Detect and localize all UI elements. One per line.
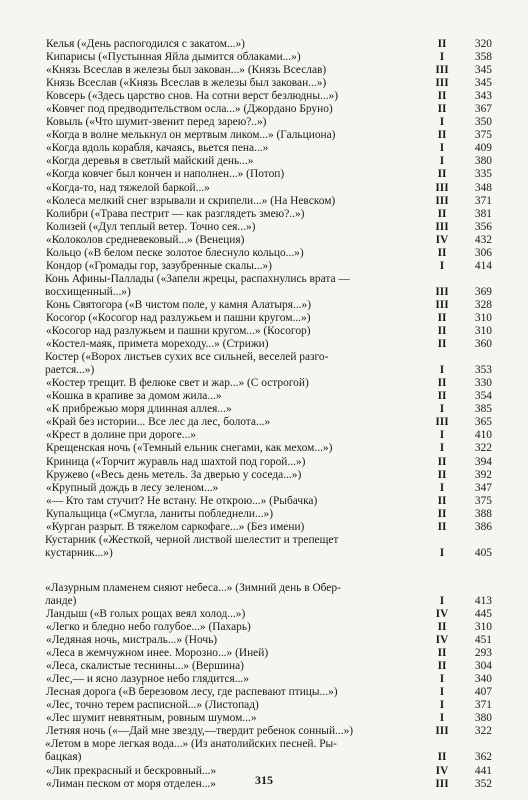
entry-title: «Ледяная ночь, мистраль...» (Ночь)	[46, 634, 218, 647]
volume-number: I	[439, 403, 445, 416]
index-entry	[46, 195, 492, 208]
index-entry	[46, 116, 492, 129]
entry-title: Колибри («Трава пестрит — как разглядеть змею?..»)	[46, 207, 305, 220]
volume-number: II	[437, 390, 447, 403]
entry-title: «Когда ковчег был кончен и наполнен...» (Потоп)	[46, 168, 285, 181]
volume-number: III	[435, 285, 449, 298]
entry-title: «Крупный дождь в лесу зеленом...»	[46, 481, 219, 494]
entry-title: Колизей («Дул теплый ветер. Точно сея...»)	[46, 220, 256, 233]
page-reference: 340	[474, 673, 492, 686]
poem-index	[46, 38, 492, 791]
volume-number: IV	[435, 607, 449, 620]
volume-number: III	[435, 298, 449, 311]
volume-number: III	[435, 416, 449, 429]
index-entry	[46, 260, 492, 273]
page-reference: 445	[474, 607, 492, 620]
volume-number: III	[435, 181, 449, 194]
volume-number: II	[437, 129, 447, 142]
entry-title: Ковыль («Что шумит-звенит перед зарею?..»)	[46, 116, 267, 129]
entry-title: «Лес шумит невнятным, ровным шумом...»	[46, 712, 257, 725]
volume-number: I	[439, 481, 445, 494]
volume-number: I	[439, 546, 445, 559]
entry-title: «Когда вдоль корабля, качаясь, вьется пена...»	[46, 142, 269, 155]
index-entry	[46, 390, 492, 403]
volume-number: II	[437, 38, 447, 50]
volume-number: I	[439, 155, 445, 168]
index-entry	[46, 621, 492, 634]
page-reference: 365	[474, 416, 492, 429]
entry-title: «— Кто там стучит? Не встану. Не открою...» (Рыбачка)	[46, 494, 318, 507]
page-reference: 413	[474, 594, 492, 607]
index-entry	[46, 208, 492, 221]
index-entry	[46, 442, 492, 455]
entry-title: «Когда деревья в светлый майский день...»	[46, 155, 254, 168]
page-reference: 371	[474, 699, 492, 712]
entry-title: «Косогор над разлужьем и пашни кругом...» (Косогор)	[46, 325, 311, 338]
entry-title: «Леса, скалистые теснины...» (Вершина)	[46, 660, 244, 673]
page-reference: 414	[474, 259, 492, 272]
entry-title: Костер («Ворох листьев сухих все сильней, веселей разго-	[45, 351, 329, 364]
page-reference: 388	[474, 507, 492, 520]
volume-number: II	[437, 751, 447, 764]
page-reference: 352	[474, 777, 492, 790]
page-number: 315	[255, 773, 273, 787]
index-entry	[46, 221, 492, 234]
volume-number: II	[437, 660, 447, 673]
volume-number: II	[437, 520, 447, 533]
index-entry	[46, 699, 492, 712]
volume-number: III	[435, 725, 449, 738]
index-entry	[46, 338, 492, 351]
entry-title: Летняя ночь («—Дай мне звезду,—твердит ребенок сонный...»)	[46, 725, 354, 738]
volume-number: II	[437, 168, 447, 181]
volume-number: II	[437, 103, 447, 116]
volume-number: II	[437, 494, 447, 507]
index-entry	[46, 673, 492, 686]
volume-number: I	[439, 686, 445, 699]
entry-title: Конь Святогора («В чистом поле, у камня Алатыря...»)	[46, 298, 312, 311]
section-gap	[46, 560, 492, 582]
volume-number: II	[437, 246, 447, 259]
entry-title: Ландыш («В голых рощах веял холод...»)	[46, 607, 246, 620]
volume-number: I	[439, 116, 445, 129]
index-entry	[46, 534, 492, 560]
index-entry	[46, 738, 492, 764]
page-reference: 367	[474, 103, 492, 116]
volume-number: II	[437, 311, 447, 324]
index-entry	[46, 686, 492, 699]
page-reference: 410	[474, 429, 492, 442]
page-reference: 369	[474, 285, 492, 298]
index-entry	[46, 182, 492, 195]
entry-title: «Лазурным пламенем сияют небеса...» (Зимний день в Обер-	[45, 581, 341, 594]
volume-number: III	[435, 777, 449, 790]
index-entry	[46, 90, 492, 103]
volume-number: I	[439, 699, 445, 712]
entry-title: Купальщица («Смугла, ланиты побледнели...»)	[46, 507, 274, 520]
page-reference: 360	[474, 338, 492, 351]
entry-title: «Лиман песком от моря отделен...»	[46, 777, 216, 790]
index-entry	[46, 521, 492, 534]
page-reference: 362	[474, 751, 492, 764]
entry-title: «Летом в море легкая вода...» (Из анатолийских песней. Ры-	[45, 738, 337, 751]
index-entry	[46, 429, 492, 442]
page-reference: 441	[474, 764, 492, 777]
volume-number: I	[439, 429, 445, 442]
entry-title: Кружево («Весь день метель. За дверью у соседа...»)	[46, 468, 302, 481]
volume-number: II	[437, 377, 447, 390]
volume-number: I	[439, 142, 445, 155]
page-reference: 347	[474, 481, 492, 494]
entry-title: «Крест в долине при дороге...»	[46, 429, 196, 442]
page-reference: 451	[474, 634, 492, 647]
entry-title: «Лик прекрасный и бескровный...»	[46, 764, 217, 777]
entry-title: Ковсерь («Здесь царство снов. На сотни верст безлюдны...»)	[46, 90, 339, 103]
volume-number: I	[439, 364, 445, 377]
entry-title: Кольцо («В белом песке золотое блеснуло кольцо...»)	[46, 246, 304, 259]
page-reference: 322	[474, 725, 492, 738]
entry-title: «Колеса мелкий снег взрывали и скрипели...» (На Невском)	[46, 194, 336, 207]
volume-number: III	[435, 77, 449, 90]
volume-number: I	[439, 594, 445, 607]
index-entry	[46, 647, 492, 660]
index-entry	[46, 469, 492, 482]
index-entry	[46, 482, 492, 495]
entry-title: Кустарник («Жесткой, черной листвой шелестит и трепещет	[45, 533, 339, 546]
volume-number: I	[439, 673, 445, 686]
page-reference: 320	[474, 38, 492, 50]
index-entry	[46, 129, 492, 142]
page-reference: 407	[474, 686, 492, 699]
index-entry	[46, 660, 492, 673]
page-reference: 432	[474, 233, 492, 246]
volume-number: II	[437, 338, 447, 351]
index-entry	[46, 582, 492, 608]
entry-title: «Колоколов средневековый...» (Венеция)	[46, 233, 245, 246]
index-entry	[46, 725, 492, 738]
index-entry	[46, 634, 492, 647]
volume-number: II	[437, 207, 447, 220]
page-reference: 405	[474, 546, 492, 559]
entry-title: «Когда в волне мелькнул он мертвым ликом...» (Гальциона)	[46, 129, 336, 142]
page-reference: 310	[474, 325, 492, 338]
index-entry	[46, 142, 492, 155]
index-entry	[46, 325, 492, 338]
page-reference: 392	[474, 468, 492, 481]
entry-title: «Лес,— и ясно лазурное небо глядится...»	[46, 673, 249, 686]
volume-number: II	[437, 468, 447, 481]
page-reference: 353	[474, 364, 492, 377]
index-entry	[46, 51, 492, 64]
index-entry	[46, 377, 492, 390]
entry-title: Келья («День распогодился с закатом...»)	[46, 38, 245, 50]
index-entry	[46, 508, 492, 521]
volume-number: II	[437, 325, 447, 338]
page-reference: 345	[474, 77, 492, 90]
volume-number: I	[439, 442, 445, 455]
volume-number: III	[435, 220, 449, 233]
entry-title-continuation: восхищенный...»)	[45, 285, 131, 298]
entry-title: Князь Всеслав («Князь Всеслав в железы был закован...»)	[46, 77, 327, 90]
entry-title: «Леса в жемчужном инее. Морозно...» (Иней)	[46, 647, 269, 660]
page-reference: 380	[474, 712, 492, 725]
page-reference: 335	[474, 168, 492, 181]
page-reference: 371	[474, 194, 492, 207]
entry-title: «Когда-то, над тяжелой баркой...»	[46, 181, 210, 194]
index-entry	[46, 64, 492, 77]
page-reference: 356	[474, 220, 492, 233]
volume-number: II	[437, 647, 447, 660]
entry-title-continuation: ланде)	[45, 594, 77, 607]
page-reference: 293	[474, 647, 492, 660]
index-entry	[46, 299, 492, 312]
page-reference: 381	[474, 207, 492, 220]
entry-title: Косогор («Косогор над разлужьем и пашни кругом...»)	[46, 311, 311, 324]
entry-title: Криница («Торчит журавль над шахтой под горой...»)	[46, 455, 306, 468]
volume-number: III	[435, 194, 449, 207]
index-entry	[46, 495, 492, 508]
entry-title: Кондор («Громады гор, зазубренные скалы...»)	[46, 259, 272, 272]
page-reference: 345	[474, 64, 492, 77]
page-reference: 358	[474, 51, 492, 64]
page-reference: 375	[474, 494, 492, 507]
entry-title: Лесная дорога («В березовом лесу, где распевают птицы...»)	[46, 686, 338, 699]
index-entry	[46, 608, 492, 621]
entry-title: «К прибрежью моря длинная аллея...»	[46, 403, 232, 416]
entry-title: Кипарисы («Пустынная Яйла дымится облаками...»)	[46, 51, 301, 64]
index-entry	[46, 273, 492, 299]
volume-number: IV	[435, 634, 449, 647]
volume-number: I	[439, 259, 445, 272]
index-entry	[46, 38, 492, 51]
volume-number: IV	[435, 233, 449, 246]
index-entry	[46, 712, 492, 725]
page-reference: 322	[474, 442, 492, 455]
page-reference: 330	[474, 377, 492, 390]
index-entry	[46, 351, 492, 377]
index-entry	[46, 416, 492, 429]
index-entry	[46, 168, 492, 181]
entry-title: «Князь Всеслав в железы был закован...» (Князь Всеслав)	[46, 64, 327, 77]
page-reference: 409	[474, 142, 492, 155]
index-entry	[46, 77, 492, 90]
volume-number: III	[435, 64, 449, 77]
volume-number: II	[437, 507, 447, 520]
entry-title-continuation: рается...»)	[45, 364, 95, 377]
page-reference: 350	[474, 116, 492, 129]
index-entry	[46, 234, 492, 247]
entry-title: «Легко и бледно небо голубое...» (Пахарь)	[46, 621, 251, 634]
volume-number: II	[437, 90, 447, 103]
entry-title: «Костел-маяк, примета мореходу...» (Стрижи)	[46, 338, 269, 351]
entry-title: «Костер трещит. В фелюке свет и жар...» (С острогой)	[46, 377, 309, 390]
entry-title: «Кошка в крапиве за домом жила...»	[46, 390, 222, 403]
volume-number: II	[437, 455, 447, 468]
entry-title: «Край без истории... Все лес да лес, болота...»	[46, 416, 271, 429]
page-reference: 380	[474, 155, 492, 168]
entry-title: «Курган разрыт. В тяжелом саркофаге...» (Без имени)	[46, 520, 305, 533]
entry-title: «Лес, точно терем расписной...» (Листопад)	[46, 699, 259, 712]
page-reference: 306	[474, 246, 492, 259]
index-entry	[46, 312, 492, 325]
index-entry	[46, 155, 492, 168]
page-reference: 328	[474, 298, 492, 311]
page-reference: 394	[474, 455, 492, 468]
page-reference: 354	[474, 390, 492, 403]
page-reference: 310	[474, 311, 492, 324]
page-reference: 304	[474, 660, 492, 673]
entry-title: Конь Афины-Паллады («Запели жрецы, распахнулись врата —	[45, 272, 350, 285]
entry-title-continuation: кустарник...»)	[45, 546, 113, 559]
entry-title-continuation: бацкая)	[45, 751, 82, 764]
entry-title: «Ковчег под предводительством осла...» (Джордано Бруно)	[46, 103, 333, 116]
volume-number: I	[439, 712, 445, 725]
index-entry	[46, 456, 492, 469]
index-entry	[46, 403, 492, 416]
volume-number: II	[437, 621, 447, 634]
page-reference: 385	[474, 403, 492, 416]
page-reference: 343	[474, 90, 492, 103]
index-entry	[46, 247, 492, 260]
page-reference: 375	[474, 129, 492, 142]
page-reference: 348	[474, 181, 492, 194]
page-reference: 386	[474, 520, 492, 533]
index-entry	[46, 103, 492, 116]
volume-number: I	[439, 51, 445, 64]
volume-number: IV	[435, 764, 449, 777]
page-reference: 310	[474, 621, 492, 634]
entry-title: Крещенская ночь («Темный ельник снегами, как мехом...»)	[46, 442, 333, 455]
